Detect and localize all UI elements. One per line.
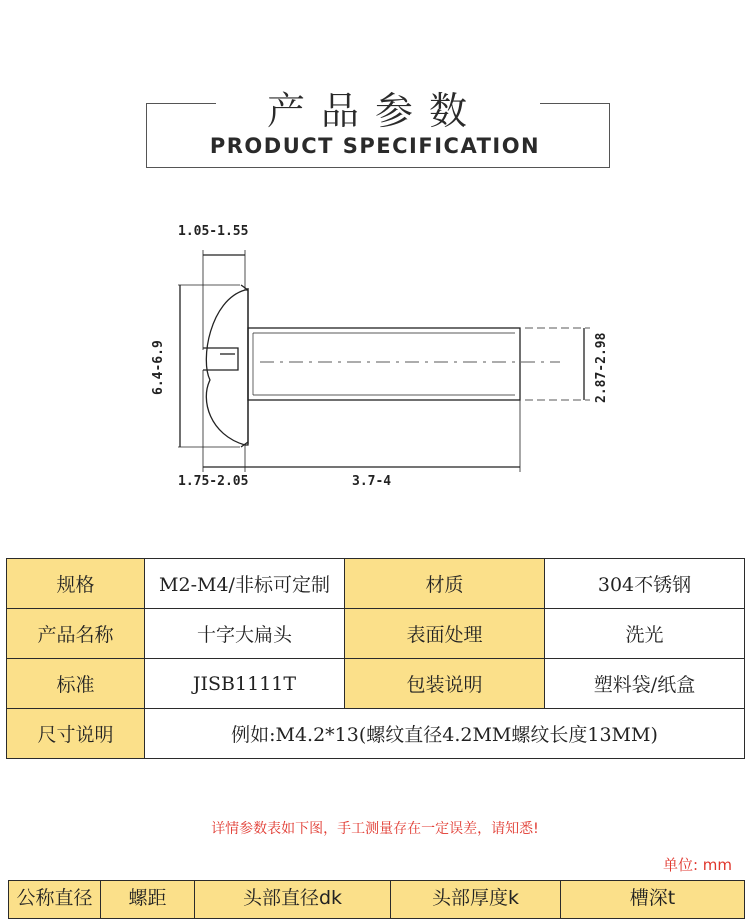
screw-slot [203,348,238,370]
spec-value: 洗光 [545,609,745,659]
dim-length: 3.7-4 [352,474,392,489]
table-row [7,559,745,609]
table-row [7,609,745,659]
column-header: 公称直径 [9,881,101,919]
dim-head-diameter: 6.4-6.9 [151,340,166,395]
spec-value: 十字大扁头 [145,609,345,659]
column-header: 头部厚度k [391,881,561,919]
spec-label: 规格 [7,559,145,609]
measurement-note: 详情参数表如下图，手工测量存在一定误差，请知悉! [211,821,539,837]
table-row [7,659,745,709]
spec-label: 标准 [7,659,145,709]
size-example: 例如:M4.2*13(螺纹直径4.2MM螺纹长度13MM) [145,709,745,759]
spec-table [6,558,745,759]
spec-value: 304不锈钢 [545,559,745,609]
spec-label: 产品名称 [7,609,145,659]
spec-value: JISB1111T [145,659,345,709]
spec-label: 包装说明 [345,659,545,709]
screw-diagram [140,210,620,500]
dim-slot-width: 1.75-2.05 [178,474,249,489]
spec-label: 材质 [345,559,545,609]
unit-label: 单位: mm [662,856,732,874]
page-title: 产品参数 [266,89,483,133]
spec-label: 表面处理 [345,609,545,659]
dim-head-thickness: 1.05-1.55 [178,224,249,239]
screw-head-outline [206,290,248,445]
spec-value: 塑料袋/纸盒 [545,659,745,709]
column-header: 头部直径dk [195,881,391,919]
column-header: 槽深t [561,881,745,919]
page-subtitle: PRODUCT SPECIFICATION [209,134,541,158]
dim-thread-diameter: 2.87-2.98 [594,332,609,403]
header-frame-bottom [146,167,610,168]
column-header: 螺距 [101,881,195,919]
spec-value: M2-M4/非标可定制 [145,559,345,609]
screw-shank [248,328,520,400]
table-row [7,709,745,759]
spec-label: 尺寸说明 [7,709,145,759]
